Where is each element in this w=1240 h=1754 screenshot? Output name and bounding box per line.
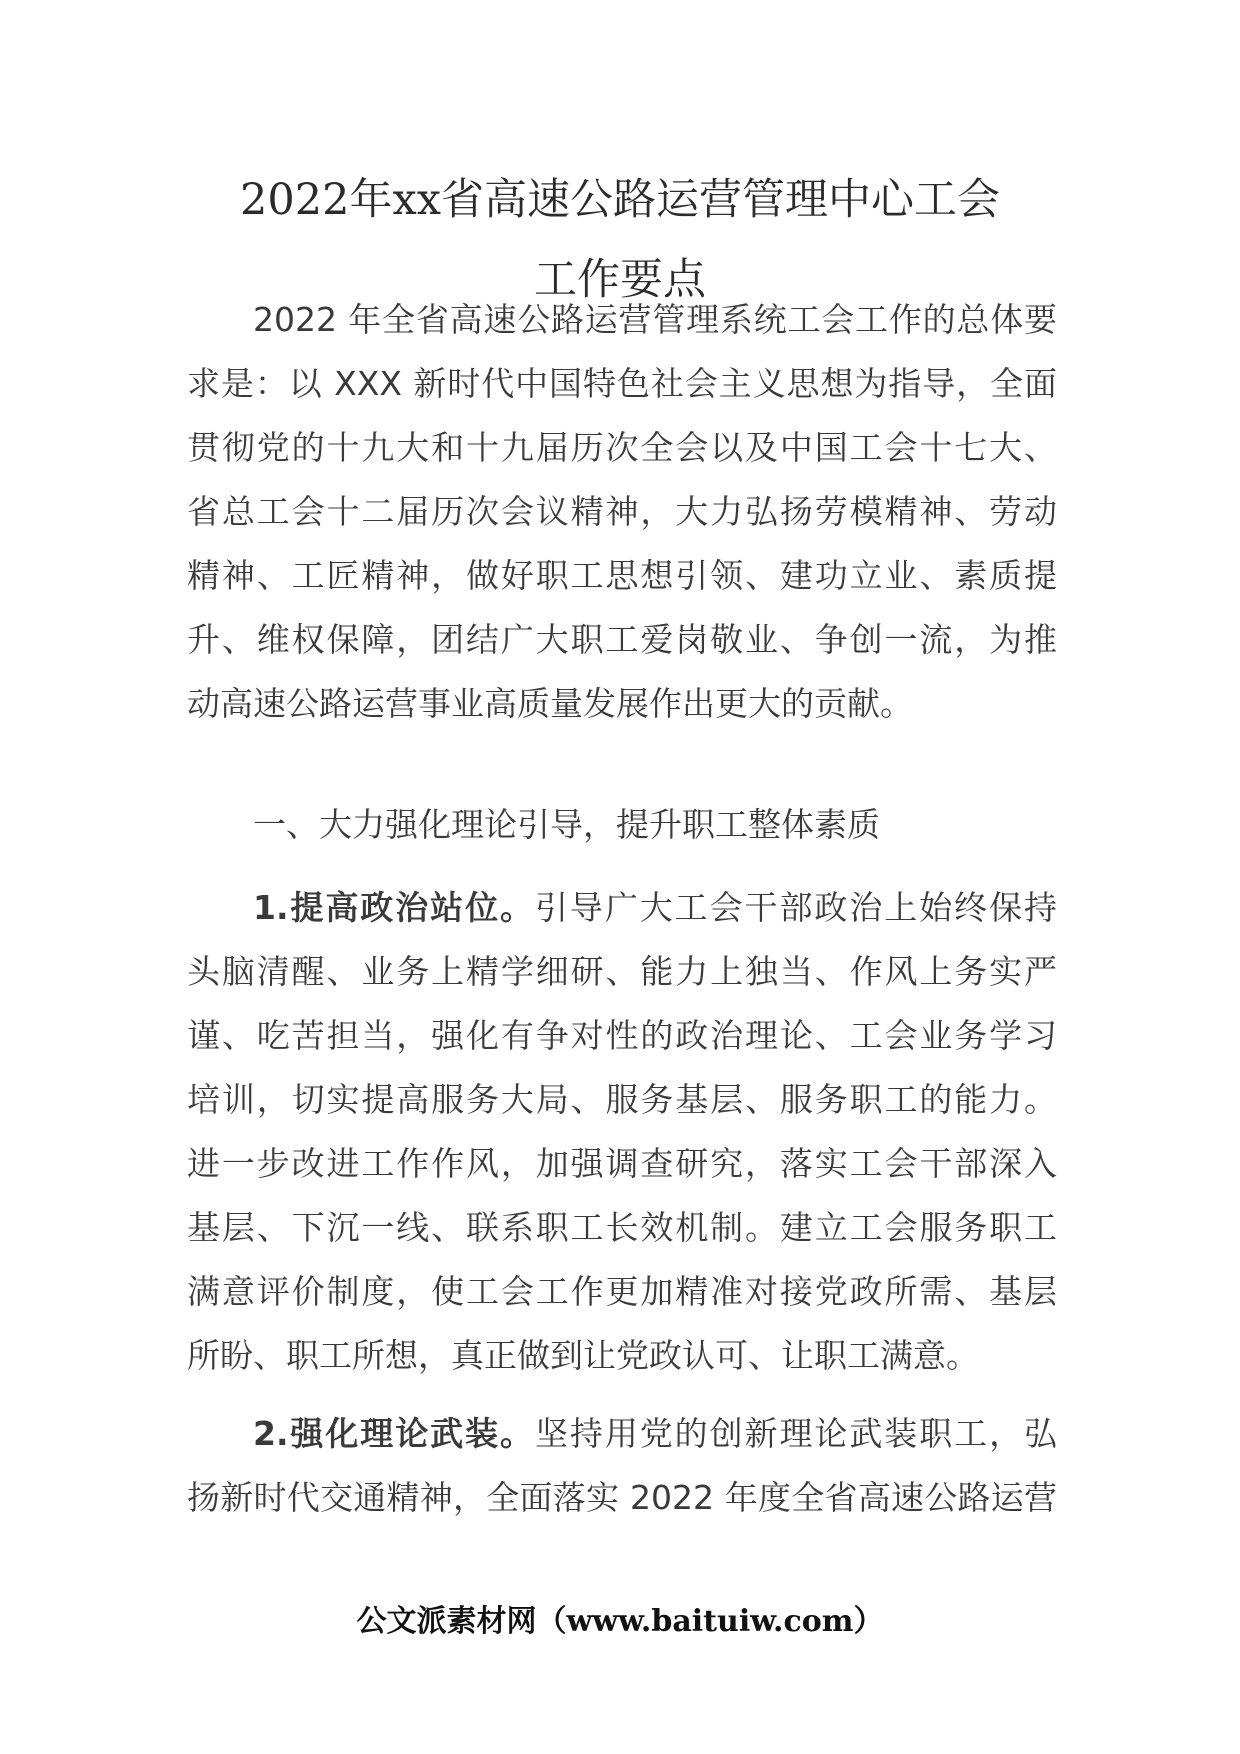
item1-line: 培训，切实提高服务大局、服务基层、服务职工的能力。 bbox=[187, 1080, 1057, 1119]
item1-line: 基层、下沉一线、联系职工长效机制。建立工会服务职工 bbox=[187, 1208, 1057, 1247]
item1-line: 头脑清醒、业务上精学细研、能力上独当、作风上务实严 bbox=[187, 952, 1057, 991]
footer-watermark: 公文派素材网（www.baituiw.com） bbox=[356, 1604, 884, 1639]
intro-line: 省总工会十二届历次会议精神，大力弘扬劳模精神、劳动 bbox=[187, 492, 1057, 531]
document-title-line1: 2022年xx省高速公路运营管理中心工会 bbox=[240, 175, 1000, 225]
intro-line: 2022 年全省高速公路运营管理系统工会工作的总体要 bbox=[253, 300, 1057, 339]
item1-line: 进一步改进工作作风，加强调查研究，落实工会干部深入 bbox=[187, 1144, 1057, 1183]
item1-label: 1.提高政治站位。 bbox=[253, 888, 535, 927]
item2-line: 扬新时代交通精神，全面落实 2022 年度全省高速公路运营 bbox=[187, 1478, 1057, 1517]
item1-first-line bbox=[187, 876, 1057, 940]
intro-line: 求是：以 XXX 新时代中国特色社会主义思想为指导，全面 bbox=[187, 364, 1057, 403]
item1-line: 所盼、职工所想，真正做到让党政认可、让职工满意。 bbox=[187, 1336, 979, 1375]
intro-line: 贯彻党的十九大和十九届历次全会以及中国工会十七大、 bbox=[187, 428, 1057, 467]
item1-paragraph bbox=[187, 876, 1057, 1388]
document-title-line2: 工作要点 bbox=[534, 255, 706, 305]
section1-heading: 一、大力强化理论引导，提升职工整体素质 bbox=[253, 805, 880, 844]
item2-first-line bbox=[187, 1402, 1057, 1466]
item2-label: 2.强化理论武装。 bbox=[253, 1414, 535, 1453]
item1-line: 满意评价制度，使工会工作更加精准对接党政所需、基层 bbox=[187, 1272, 1057, 1311]
intro-line: 升、维权保障，团结广大职工爱岗敬业、争创一流，为推 bbox=[187, 620, 1057, 659]
item1-line: 谨、吃苦担当，强化有争对性的政治理论、工会业务学习 bbox=[187, 1016, 1057, 1055]
intro-line: 精神、工匠精神，做好职工思想引领、建功立业、素质提 bbox=[187, 556, 1057, 595]
item2-first-text: 坚持用党的创新理论武装职工，弘 bbox=[534, 1414, 1057, 1453]
intro-line: 动高速公路运营事业高质量发展作出更大的贡献。 bbox=[187, 684, 913, 723]
intro-paragraph bbox=[187, 288, 1057, 736]
item2-paragraph bbox=[187, 1402, 1057, 1530]
item1-first-text: 引导广大工会干部政治上始终保持 bbox=[534, 888, 1057, 927]
